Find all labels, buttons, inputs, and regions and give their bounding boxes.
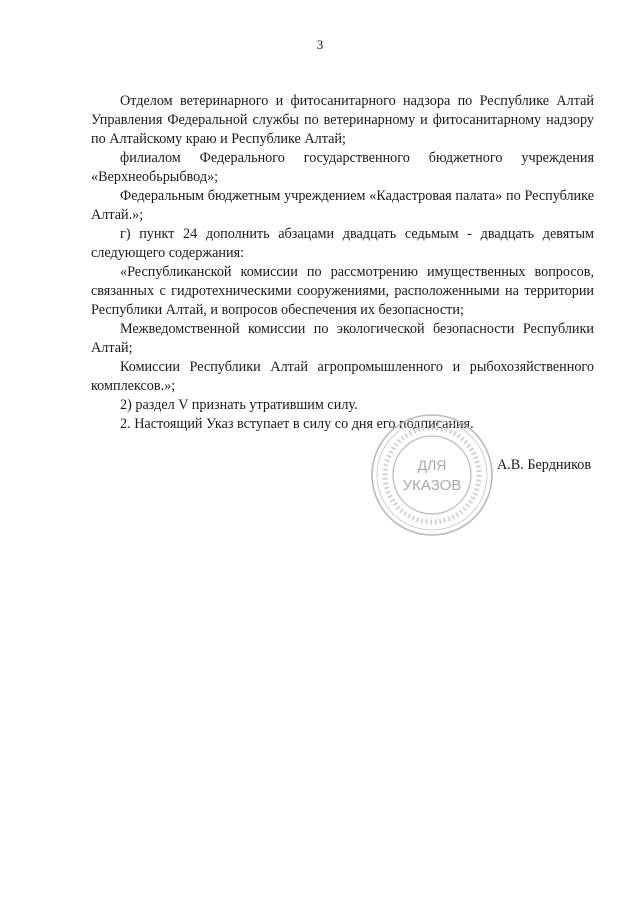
- paragraph: Федеральным бюджетным учреждением «Кадастровая палата» по Республике Алтай.»;: [91, 188, 594, 223]
- paragraph: г) пункт 24 дополнить абзацами двадцать седьмым - двадцать девятым следующего содержания:: [91, 226, 594, 261]
- seal-text-line1: ДЛЯ: [417, 457, 447, 473]
- paragraph: 2) раздел V признать утратившим силу.: [120, 397, 358, 413]
- official-seal: [370, 413, 494, 537]
- signatory-name: А.В. Бердников: [497, 457, 592, 473]
- paragraph: Межведомственной комиссии по экологической безопасности Республики Алтай;: [91, 321, 594, 356]
- page-number: 3: [316, 37, 324, 52]
- paragraph: Отделом ветеринарного и фитосанитарного надзора по Республике Алтай Управления Федеральной службы по ветеринарному и фитосанитарному надзору по Алтайскому краю и Республике Алтай;: [91, 93, 594, 147]
- seal-text-line2: УКАЗОВ: [402, 477, 462, 494]
- document-body: [91, 92, 594, 434]
- paragraph: «Республиканской комиссии по рассмотрению имущественных вопросов, связанных с гидротехническими сооружениями, расположенными на территории Республики Алтай, и вопросов обеспечения их безопасности;: [91, 264, 594, 318]
- paragraph: 2. Настоящий Указ вступает в силу со дня его подписания.: [120, 416, 474, 432]
- paragraph: Комиссии Республики Алтай агропромышленного и рыбохозяйственного комплексов.»;: [91, 359, 594, 394]
- paragraph: филиалом Федерального государственного бюджетного учреждения «Верхнеобьрыбвод»;: [91, 150, 594, 185]
